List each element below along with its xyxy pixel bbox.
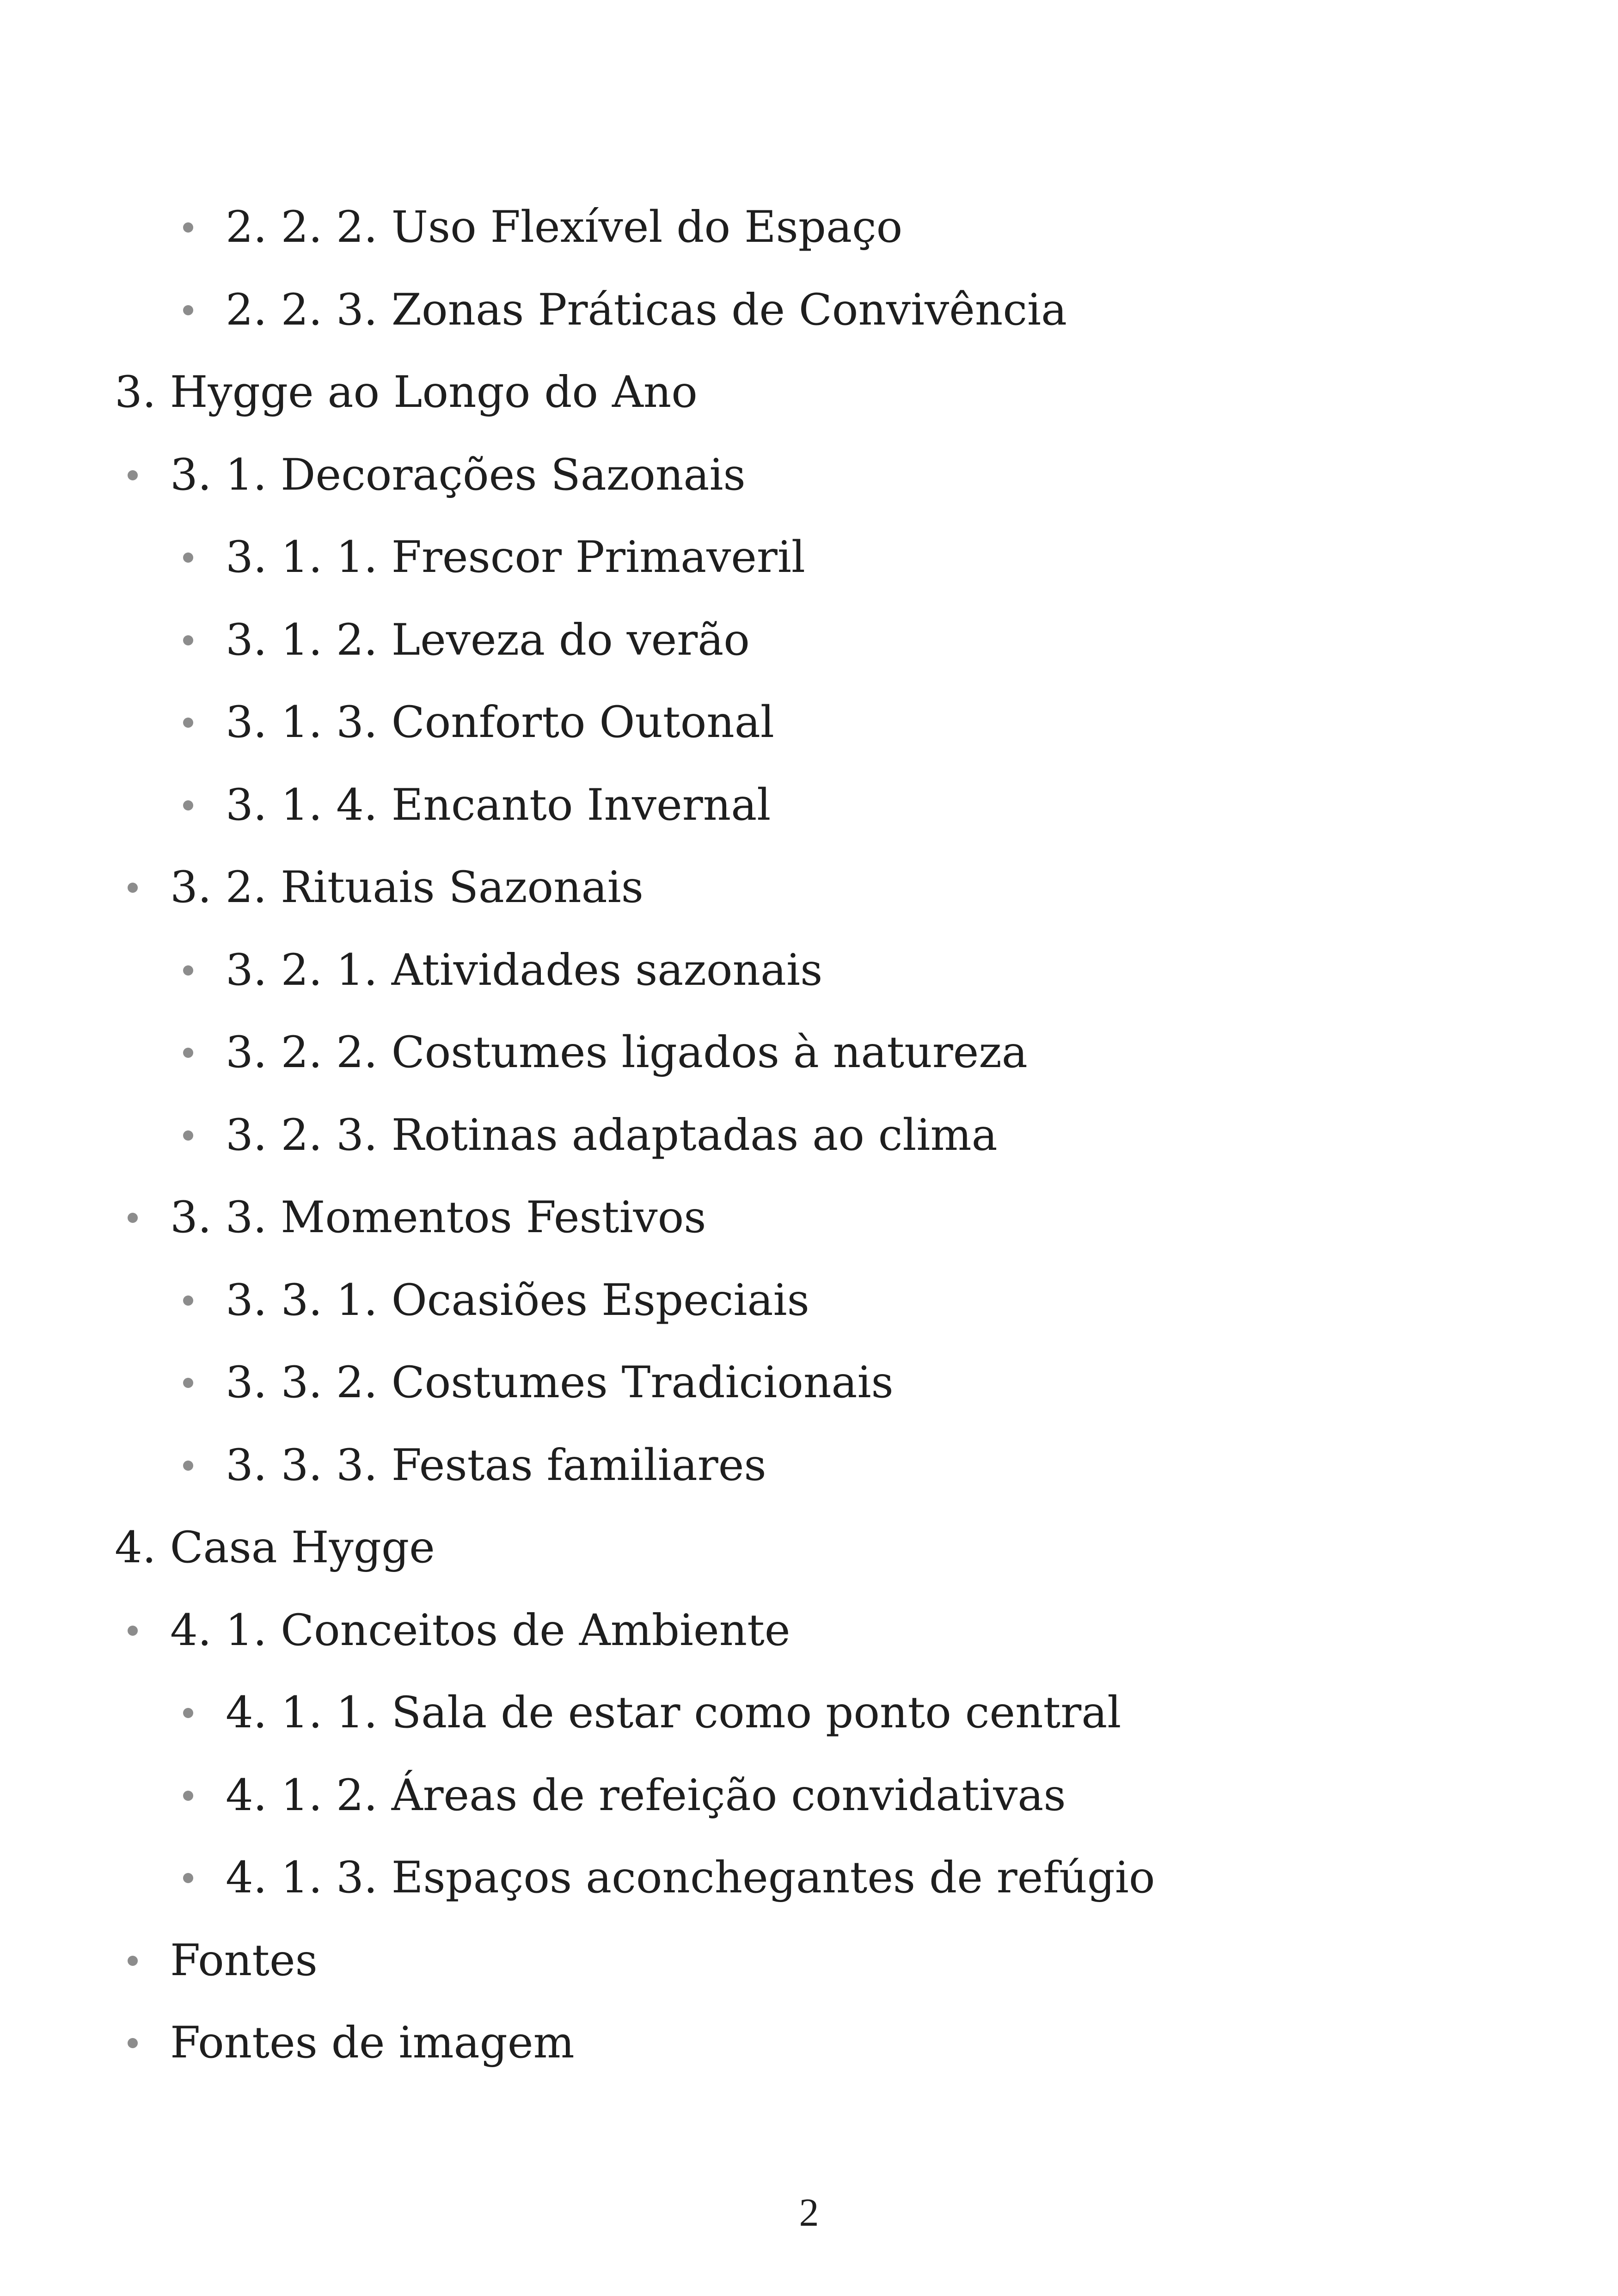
bullet-icon [128, 1956, 138, 1966]
bullet-icon [183, 1873, 193, 1883]
toc-subsection [226, 1027, 1028, 1078]
toc-entry-text: 4. Casa Hygge [115, 1522, 435, 1573]
toc-entry-text: 4. 1. 1. Sala de estar como ponto central [226, 1688, 1122, 1738]
bullet-icon [183, 800, 193, 810]
bullet-icon [183, 553, 193, 563]
bullet-icon [183, 1130, 193, 1141]
bullet-icon [128, 1626, 138, 1636]
bullet-icon [183, 305, 193, 315]
toc-subsection [226, 1770, 1066, 1821]
toc-entry-text: 2. 2. 3. Zonas Práticas de Convivência [226, 285, 1067, 335]
toc-entry-text: 3. 3. 1. Ocasiões Especiais [226, 1275, 809, 1326]
toc-entry-text: 3. 1. 1. Frescor Primaveril [226, 532, 805, 583]
toc-entry-text: Fontes de imagem [170, 2018, 575, 2068]
bullet-icon [183, 635, 193, 645]
bullet-icon [183, 965, 193, 976]
toc-section [170, 1935, 318, 1986]
toc-section [170, 862, 644, 913]
toc-subsection [226, 202, 903, 252]
toc-entry-text: 4. 1. 3. Espaços aconchegantes de refúgio [226, 1853, 1155, 1903]
toc-chapter [115, 367, 698, 417]
toc-entry-text: 3. 2. 3. Rotinas adaptadas ao clima [226, 1110, 998, 1160]
toc-entry-text: 3. 1. Decorações Sazonais [170, 450, 746, 500]
toc-subsection [226, 1440, 766, 1491]
toc-section [170, 450, 746, 500]
toc-entry-text: 3. 3. 3. Festas familiares [226, 1440, 766, 1491]
toc-entry-text: 3. 1. 4. Encanto Invernal [226, 780, 771, 830]
toc-entry-text: 3. 2. Rituais Sazonais [170, 862, 644, 913]
bullet-icon [183, 1048, 193, 1058]
toc-subsection [226, 697, 774, 748]
toc-subsection [226, 532, 805, 583]
toc-subsection [226, 1853, 1155, 1903]
bullet-icon [183, 718, 193, 728]
bullet-icon [128, 883, 138, 893]
toc-entry-text: 3. Hygge ao Longo do Ano [115, 367, 698, 417]
toc-subsection [226, 780, 771, 830]
bullet-icon [183, 1461, 193, 1471]
page-number: 2 [799, 2190, 819, 2235]
toc-entry-text: 3. 1. 3. Conforto Outonal [226, 697, 774, 748]
toc-subsection [226, 1110, 998, 1160]
toc-entry-text: 3. 3. 2. Costumes Tradicionais [226, 1357, 894, 1408]
bullet-icon [183, 1295, 193, 1306]
toc-entry-text: Fontes [170, 1935, 318, 1986]
toc-subsection [226, 1357, 894, 1408]
toc-entry-text: 2. 2. 2. Uso Flexível do Espaço [226, 202, 903, 252]
toc-subsection [226, 945, 823, 995]
toc-subsection [226, 285, 1067, 335]
toc-subsection [226, 615, 750, 665]
toc-entry-text: 3. 1. 2. Leveza do verão [226, 615, 750, 665]
bullet-icon [183, 1378, 193, 1388]
bullet-icon [128, 1213, 138, 1223]
bullet-icon [183, 1791, 193, 1801]
bullet-icon [183, 222, 193, 233]
toc-section [170, 1192, 706, 1243]
toc-entry-text: 4. 1. 2. Áreas de refeição convidativas [226, 1770, 1066, 1821]
toc-entry-text: 4. 1. Conceitos de Ambiente [170, 1605, 791, 1656]
toc-section [170, 2018, 575, 2068]
bullet-icon [128, 2038, 138, 2048]
toc-section [170, 1605, 791, 1656]
bullet-icon [128, 470, 138, 480]
toc-entry-text: 3. 3. Momentos Festivos [170, 1192, 706, 1243]
toc-chapter [115, 1522, 435, 1573]
toc-subsection [226, 1275, 809, 1326]
toc-entry-text: 3. 2. 1. Atividades sazonais [226, 945, 823, 995]
toc-entry-text: 3. 2. 2. Costumes ligados à natureza [226, 1027, 1028, 1078]
bullet-icon [183, 1708, 193, 1718]
toc-subsection [226, 1688, 1122, 1738]
